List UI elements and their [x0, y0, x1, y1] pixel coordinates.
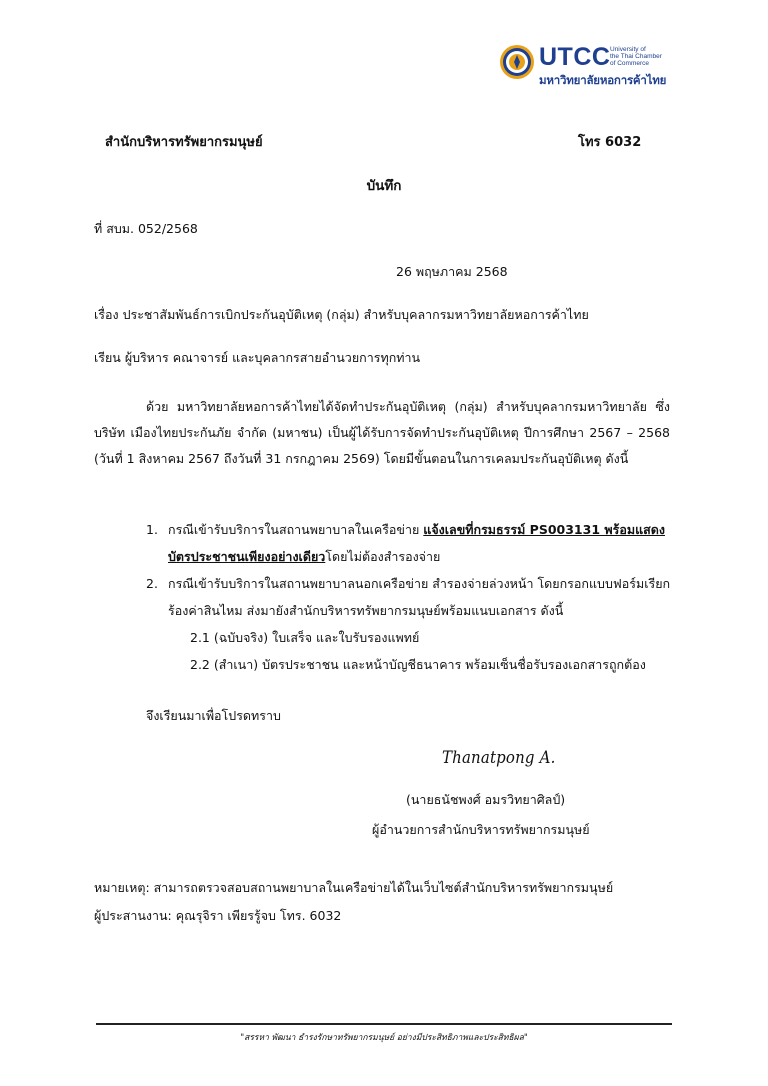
memo-body — [94, 394, 670, 472]
utcc-logo — [499, 42, 669, 92]
logo-wordmark: UTCC — [539, 43, 611, 71]
remark-note: หมายเหตุ: สามารถตรวจสอบสถานพยาบาลในเครือข่ายได้ในเว็บไซต์สำนักบริหารทรัพยากรมนุษย์ — [94, 880, 614, 895]
logo-english-name: University of the Thai Chamber of Commerce — [610, 46, 662, 67]
memo-recipient: เรียน ผู้บริหาร คณาจารย์ และบุคลากรสายอำนวยการทุกท่าน — [94, 350, 421, 365]
signatory-position: ผู้อำนวยการสำนักบริหารทรัพยากรมนุษย์ — [372, 822, 590, 837]
sub-list-item: 2.1 (ฉบับจริง) ใบเสร็จ และใบรับรองแพทย์ — [190, 630, 420, 645]
procedure-list — [146, 516, 672, 678]
memo-body-text: ด้วย มหาวิทยาลัยหอการค้าไทยได้จัดทำประกันอุบัติเหตุ (กลุ่ม) สำหรับบุคลากรมหาวิทยาลัย ซึ่งบริษัท เมืองไทยประกันภัย จำกัด (มหาชน) เป็นผู้ได้รับการจัดทำประกันอุบัติเหตุ ปีการศึกษา 2567 – 2568 (วันที่ 1 สิงหาคม 2567 ถึงวันที่ 31 กรกฎาคม 2569) โดยมีขั้นตอนในการเคลมประกันอุบัติเหตุ ดังนี้ — [94, 399, 670, 466]
memo-title: บันทึก — [366, 178, 402, 194]
list-item: 2. กรณีเข้ารับบริการในสถานพยาบาลนอกเครือข่าย สำรองจ่ายล่วงหน้า โดยกรอกแบบฟอร์มเรียกร้องค่าสินไหม ส่งมายังสำนักบริหารทรัพยากรมนุษย์พร้อมแนบเอกสาร ดังนี้ 2.1 (ฉบับจริง) ใบเสร็จ และใบรับรองแพทย์ 2.2 (สำเนา) บัตรประชาชน และหน้าบัญชีธนาคาร พร้อมเซ็นชื่อรับรองเอกสารถูกต้อง — [146, 570, 672, 678]
footer-motto: "สรรหา พัฒนา ธำรงรักษาทรัพยากรมนุษย์ อย่างมีประสิทธิภาพและประสิทธิผล" — [240, 1033, 528, 1043]
university-seal-icon — [499, 44, 535, 80]
sub-list-item: 2.2 (สำเนา) บัตรประชาชน และหน้าบัญชีธนาคาร พร้อมเซ็นชื่อรับรองเอกสารถูกต้อง — [190, 657, 646, 672]
footer-divider — [96, 1023, 672, 1025]
memo-date: 26 พฤษภาคม 2568 — [396, 264, 508, 279]
closing-line: จึงเรียนมาเพื่อโปรดทราบ — [146, 708, 281, 723]
policy-number-emphasis: แจ้งเลขที่กรมธรรม์ PS003131 พร้อมแสดงบัตรประชาชนเพียงอย่างเดียว — [168, 522, 665, 564]
handwritten-signature: Thanatpong A. — [442, 748, 556, 768]
memo-number: ที่ สบม. 052/2568 — [94, 221, 198, 236]
list-item: 1. กรณีเข้ารับบริการในสถานพยาบาลในเครือข่าย แจ้งเลขที่กรมธรรม์ PS003131 พร้อมแสดงบัตรประชาชนเพียงอย่างเดียวโดยไม่ต้องสำรองจ่าย — [146, 522, 665, 564]
logo-thai-name: มหาวิทยาลัยหอการค้าไทย — [539, 73, 667, 87]
department-telephone: โทร 6032 — [578, 135, 642, 150]
coordinator-contact: ผู้ประสานงาน: คุณรุจิรา เพียรรู้จบ โทร. 6032 — [94, 908, 342, 923]
department-name: สำนักบริหารทรัพยากรมนุษย์ — [105, 135, 263, 150]
signatory-name: (นายธนัชพงศ์ อมรวิทยาศิลป์) — [406, 792, 566, 807]
memo-subject: เรื่อง ประชาสัมพันธ์การเบิกประกันอุบัติเหตุ (กลุ่ม) สำหรับบุคลากรมหาวิทยาลัยหอการค้าไทย — [94, 307, 589, 322]
